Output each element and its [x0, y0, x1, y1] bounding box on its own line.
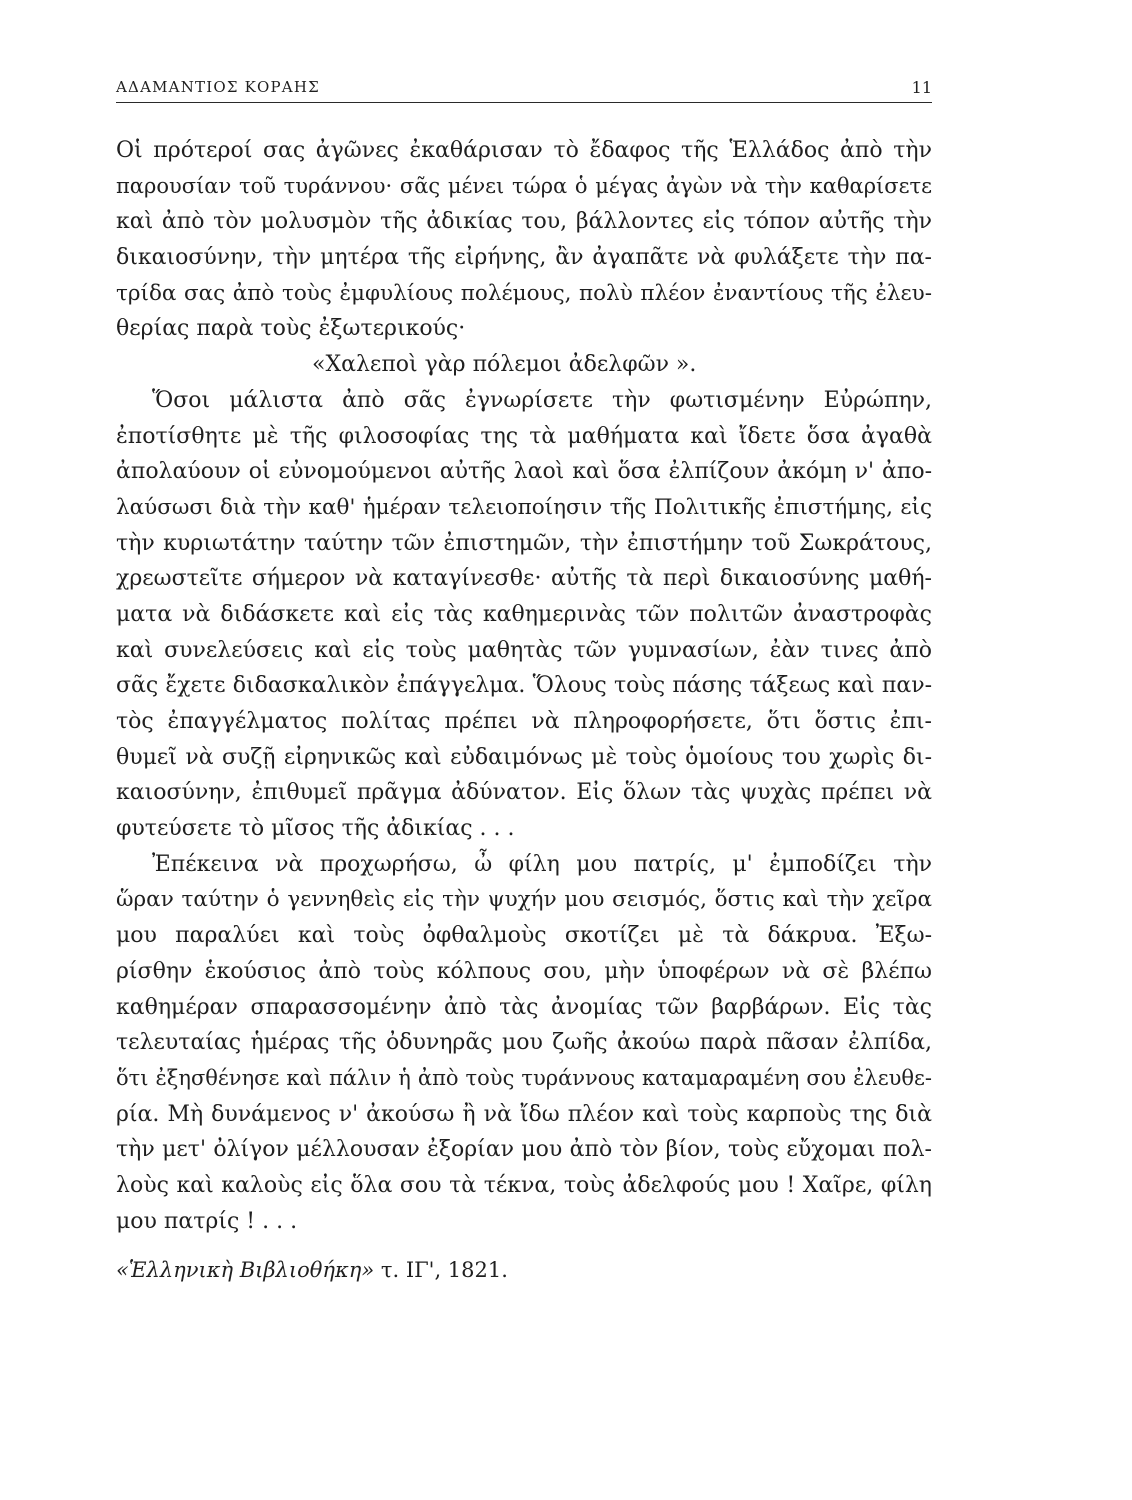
- running-head-title: ΑΔΑΜΑΝΤΙΟΣ ΚΟΡΑΗΣ: [116, 78, 320, 96]
- text-line: ρίσθην ἑκούσιος ἀπὸ τοὺς κόλπους σου, μὴν ὑποφέρων νὰ σὲ βλέπω: [116, 958, 932, 984]
- text-line: θερίας παρὰ τοὺς ἐξωτερικούς·: [116, 316, 466, 342]
- text-line: ρία. Μὴ δυνάμενος ν' ἀκούσω ἢ νὰ ἴδω πλέον καὶ τοὺς καρποὺς της διὰ: [116, 1101, 932, 1127]
- text-line: ὅτι ἐξησθένησε καὶ πάλιν ἡ ἀπὸ τοὺς τυράννους καταμαραμένη σου ἐλευθε-: [116, 1065, 932, 1090]
- text-line: λαύσωσι διὰ τὴν καθ' ἡμέραν τελειοποίησιν τῆς Πολιτικῆς ἐπιστήμης, εἰς: [116, 494, 932, 520]
- text-line: τρίδα σας ἀπὸ τοὺς ἐμφυλίους πολέμους, πολὺ πλέον ἐναντίους τῆς ἐλευ-: [116, 280, 932, 306]
- text-line: θυμεῖ νὰ συζῇ εἰρηνικῶς καὶ εὐδαιμόνως μὲ τοὺς ὁμοίους του χωρὶς δι-: [116, 744, 932, 770]
- text-line: καὶ συνελεύσεις καὶ εἰς τοὺς μαθητὰς τῶν γυμνασίων, ἐὰν τινες ἀπὸ: [116, 637, 932, 663]
- text-line: καὶ ἀπὸ τὸν μολυσμὸν τῆς ἀδικίας του, βάλλοντες εἰς τόπον αὐτῆς τὴν: [116, 209, 932, 235]
- text-line: τὴν μετ' ὀλίγον μέλλουσαν ἐξορίαν μου ἀπὸ τὸν βίον, τοὺς εὔχομαι πολ-: [116, 1137, 932, 1163]
- header-rule: [116, 102, 932, 103]
- text-line: παρουσίαν τοῦ τυράννου· σᾶς μένει τώρα ὁ μέγας ἀγὼν νὰ τὴν καθαρίσετε: [116, 173, 932, 198]
- text-line: τὸς ἐπαγγέλματος πολίτας πρέπει νὰ πληροφορήσετε, ὅτι ὅστις ἐπι-: [116, 709, 932, 734]
- text-line: χρεωστεῖτε σήμερον νὰ καταγίνεσθε· αὐτῆς τὰ περὶ δικαιοσύνης μαθή-: [116, 566, 932, 592]
- source-title: «Ἑλληνικὴ Βιβλιοθήκη»: [116, 1258, 375, 1282]
- text-line: Οἱ πρότεροί σας ἀγῶνες ἐκαθάρισαν τὸ ἔδαφος τῆς Ἑλλάδος ἀπὸ τὴν: [116, 138, 932, 163]
- text-line: τελευταίας ἡμέρας τῆς ὀδυνηρᾶς μου ζωῆς ἀκούω παρὰ πᾶσαν ἐλπίδα,: [116, 1030, 932, 1056]
- page-number: 11: [911, 78, 932, 97]
- text-line: τὴν κυριωτάτην ταύτην τῶν ἐπιστημῶν, τὴν ἐπιστήμην τοῦ Σωκράτους,: [116, 530, 932, 556]
- text-line: σᾶς ἔχετε διδασκαλικὸν ἐπάγγελμα. Ὅλους τοὺς πάσης τάξεως καὶ παν-: [116, 673, 932, 699]
- text-line: ὥραν ταύτην ὁ γεννηθεὶς εἰς τὴν ψυχήν μου σεισμός, ὅστις καὶ τὴν χεῖρα: [116, 887, 932, 913]
- text-line: Ὅσοι μάλιστα ἀπὸ σᾶς ἐγνωρίσετε τὴν φωτισμένην Εὐρώπην,: [152, 387, 932, 413]
- quotation-line: «Χαλεποὶ γὰρ πόλεμοι ἀδελφῶν ».: [312, 352, 697, 378]
- text-line: καθημέραν σπαρασσομένην ἀπὸ τὰς ἀνομίας τῶν βαρβάρων. Εἰς τὰς: [116, 994, 932, 1020]
- text-line: ἀπολαύουν οἱ εὐνομούμενοι αὐτῆς λαοὶ καὶ ὅσα ἐλπίζουν ἀκόμη ν' ἀπο-: [116, 459, 932, 485]
- source-citation: [116, 1252, 508, 1288]
- text-line: μου πατρίς ! . . .: [116, 1208, 298, 1234]
- text-line: δικαιοσύνην, τὴν μητέρα τῆς εἰρήνης, ἂν ἀγαπᾶτε νὰ φυλάξετε τὴν πα-: [116, 245, 932, 271]
- text-line: μου παραλύει καὶ τοὺς ὀφθαλμοὺς σκοτίζει μὲ τὰ δάκρυα. Ἐξω-: [116, 923, 932, 949]
- running-head: [116, 78, 932, 102]
- source-details: τ. ΙΓ', 1821.: [374, 1258, 508, 1282]
- text-line: ματα νὰ διδάσκετε καὶ εἰς τὰς καθημερινὰς τῶν πολιτῶν ἀναστροφὰς: [116, 601, 932, 627]
- text-line: Ἐπέκεινα νὰ προχωρήσω, ὦ φίλη μου πατρίς, μ' ἐμποδίζει τὴν: [152, 851, 932, 877]
- text-line: φυτεύσετε τὸ μῖσος τῆς ἀδικίας . . .: [116, 816, 515, 842]
- text-line: ἐποτίσθητε μὲ τῆς φιλοσοφίας της τὰ μαθήματα καὶ ἴδετε ὅσα ἀγαθὰ: [116, 423, 932, 449]
- body-text: [116, 133, 932, 1239]
- text-line: λοὺς καὶ καλοὺς εἰς ὅλα σου τὰ τέκνα, τοὺς ἀδελφούς μου ! Χαῖρε, φίλη: [116, 1172, 932, 1198]
- text-line: καιοσύνην, ἐπιθυμεῖ πρᾶγμα ἀδύνατον. Εἰς ὅλων τὰς ψυχὰς πρέπει νὰ: [116, 780, 932, 806]
